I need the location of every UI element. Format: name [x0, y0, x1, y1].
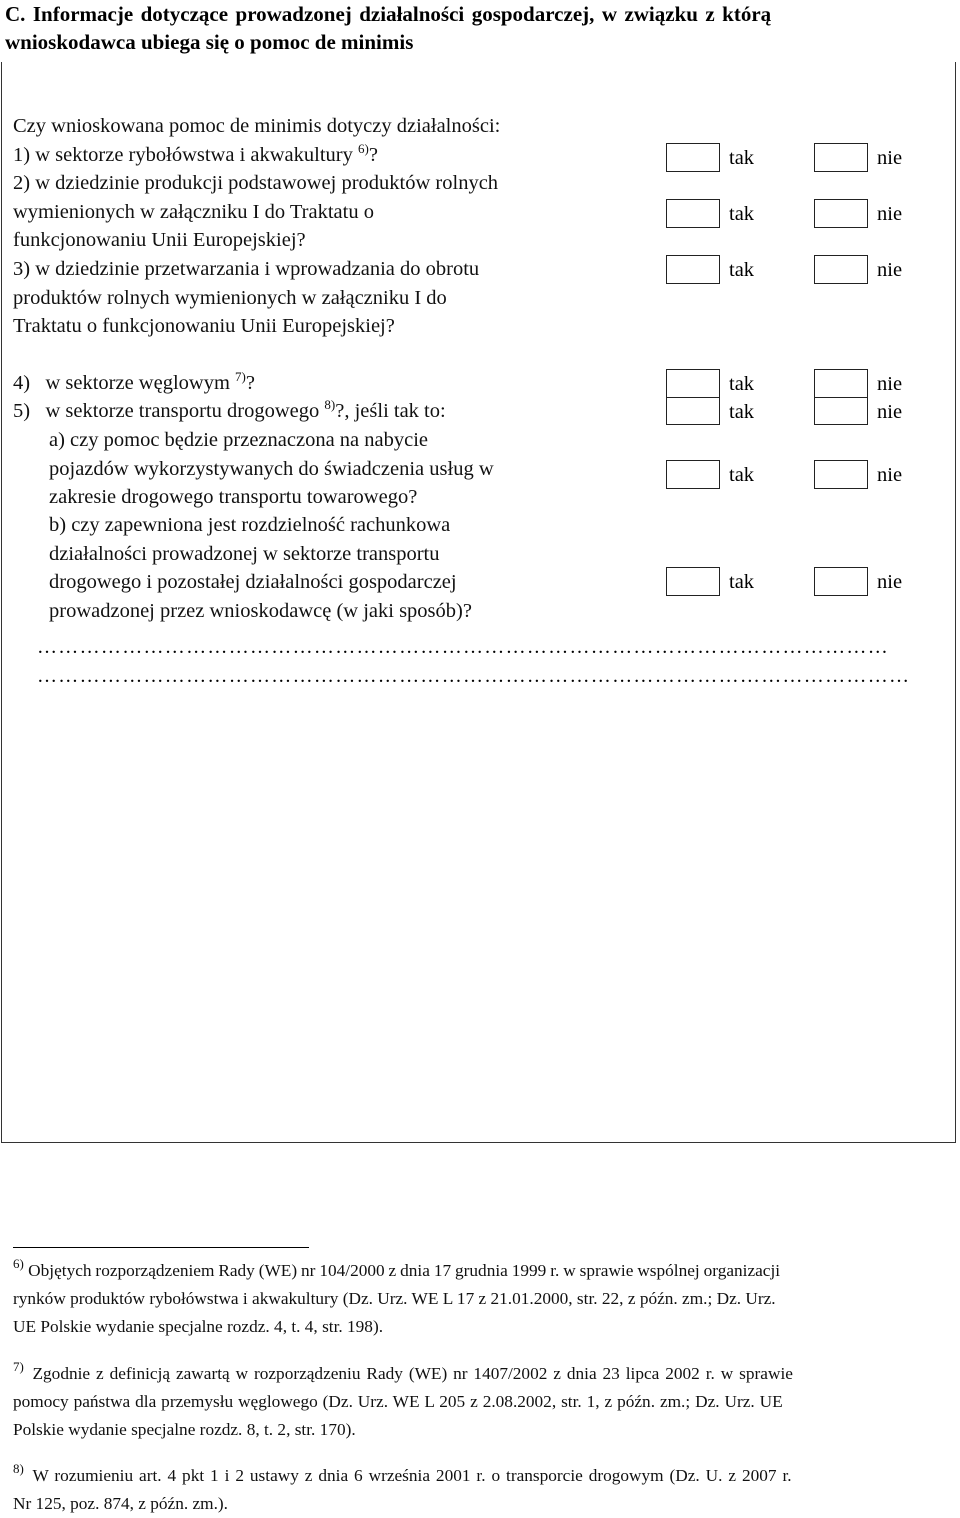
q2-no-checkbox[interactable]: [814, 199, 868, 228]
q5-no-label: nie: [877, 401, 903, 423]
question-3-line: produktów rolnych wymienionych w załączniku I do: [13, 286, 447, 309]
footnote-7-line: pomocy państwa dla przemysłu węglowego (Dz. Urz. WE L 205 z 2.08.2002, str. 1, z późn. zm.; Dz. Urz. UE: [13, 1392, 783, 1411]
q5b-no-checkbox[interactable]: [814, 567, 868, 596]
footnote-6: [13, 1257, 780, 1341]
question-3-line: 3) w dziedzinie przetwarzania i wprowadzania do obrotu: [13, 258, 480, 280]
footnote-7: [13, 1360, 793, 1444]
q5a-yes-checkbox[interactable]: [666, 460, 720, 489]
question-4: [13, 369, 255, 398]
question-5b: [49, 511, 472, 625]
q4-yes-checkbox[interactable]: [666, 369, 720, 398]
section-heading-line1: C. Informacje dotyczące prowadzonej działalności gospodarczej, w związku z którą: [5, 2, 772, 26]
question-5: [13, 397, 446, 426]
q5a-no-checkbox[interactable]: [814, 460, 868, 489]
answer-dotted-line[interactable]: ……………………………………………………………………………………………………………: [37, 665, 911, 687]
footnote-6-mark: 6): [13, 1256, 24, 1271]
q5a-no-label: nie: [877, 464, 903, 486]
footnote-7-line: Polskie wydanie specjalne rozdz. 8, t. 2, str. 170).: [13, 1420, 356, 1439]
footnote-8-line: W rozumieniu art. 4 pkt 1 i 2 ustawy z dnia 6 września 2001 r. o transporcie drogowym (Dz. U. z 2007 r.: [32, 1466, 792, 1485]
footnote-separator: [13, 1247, 309, 1248]
q4-yes-label: tak: [729, 373, 755, 395]
q3-no-label: nie: [877, 259, 903, 281]
question-2-line: wymienionych w załączniku I do Traktatu o: [13, 200, 374, 223]
question-1: [13, 141, 378, 170]
q5-no-checkbox[interactable]: [814, 397, 868, 425]
answer-dotted-line[interactable]: …………………………………………………………………………………………………………: [37, 636, 889, 658]
question-3: [13, 255, 479, 341]
question-5b-line: prowadzonej przez wnioskodawcę (w jaki sposób)?: [49, 599, 472, 622]
q5a-yes-label: tak: [729, 464, 755, 486]
q5-yes-checkbox[interactable]: [666, 397, 720, 425]
footnote-7-line: Zgodnie z definicją zawartą w rozporządzeniu Rady (WE) nr 1407/2002 z dnia 23 lipca 2002 r. w sprawie: [32, 1364, 793, 1383]
q5b-yes-checkbox[interactable]: [666, 567, 720, 596]
question-2-line: 2) w dziedzinie produkcji podstawowej produktów rolnych: [13, 172, 499, 194]
footnote-8-mark: 8): [13, 1461, 24, 1476]
q5-yes-label: tak: [729, 401, 755, 423]
question-2: [13, 169, 498, 255]
question-1-footnote-ref: 6): [358, 141, 369, 156]
question-4-number: 4): [13, 372, 31, 394]
q5b-yes-label: tak: [729, 571, 755, 593]
q3-yes-checkbox[interactable]: [666, 255, 720, 284]
question-4-text: w sektorze węglowym: [45, 372, 230, 394]
section-heading-line2: wnioskodawca ubiega się o pomoc de minimis: [5, 30, 414, 54]
section-heading: [5, 0, 771, 56]
question-1-suffix: ?: [368, 144, 378, 166]
question-5a: [49, 426, 494, 512]
q4-no-checkbox[interactable]: [814, 369, 868, 398]
question-5b-line: b) czy zapewniona jest rozdzielność rachunkowa: [49, 514, 451, 536]
question-5b-line: drogowego i pozostałej działalności gospodarczej: [49, 571, 457, 593]
q1-yes-label: tak: [729, 147, 755, 169]
q1-yes-checkbox[interactable]: [666, 143, 720, 172]
question-1-text: 1) w sektorze rybołówstwa i akwakultury: [13, 144, 353, 166]
question-5b-line: działalności prowadzonej w sektorze transportu: [49, 542, 440, 565]
footnote-6-line: UE Polskie wydanie specjalne rozdz. 4, t. 4, str. 198).: [13, 1317, 384, 1336]
footnote-8-line: Nr 125, poz. 874, z późn. zm.).: [13, 1494, 229, 1513]
q1-no-label: nie: [877, 147, 903, 169]
question-5-number: 5): [13, 400, 31, 422]
q3-no-checkbox[interactable]: [814, 255, 868, 284]
q3-yes-label: tak: [729, 259, 755, 281]
question-5-text: w sektorze transportu drogowego: [45, 400, 320, 422]
question-4-footnote-ref: 7): [235, 369, 246, 384]
question-5-footnote-ref: 8): [324, 397, 336, 412]
q2-yes-label: tak: [729, 203, 755, 225]
q2-yes-checkbox[interactable]: [666, 199, 720, 228]
question-5a-line: a) czy pomoc będzie przeznaczona na nabycie: [49, 429, 429, 451]
question-2-line: funkcjonowaniu Unii Europejskiej?: [13, 229, 306, 251]
footnote-7-mark: 7): [13, 1359, 24, 1374]
q1-no-checkbox[interactable]: [814, 143, 868, 172]
question-3-line: Traktatu o funkcjonowaniu Unii Europejskiej?: [13, 315, 395, 337]
footnote-8: [13, 1462, 792, 1518]
footnote-6-line: Objętych rozporządzeniem Rady (WE) nr 104/2000 z dnia 17 grudnia 1999 r. w sprawie wspólnej organizacji: [28, 1261, 781, 1280]
question-5a-line: zakresie drogowego transportu towarowego?: [49, 486, 418, 508]
footnote-6-line: rynków produktów rybołówstwa i akwakultury (Dz. Urz. WE L 17 z 21.01.2000, str. 22, z późn. zm.; Dz. Urz.: [13, 1289, 776, 1308]
q2-no-label: nie: [877, 203, 903, 225]
question-5a-line: pojazdów wykorzystywanych do świadczenia usług w: [49, 457, 494, 480]
question-5-suffix: ?, jeśli tak to:: [335, 400, 446, 422]
question-4-suffix: ?: [245, 372, 255, 394]
questions-intro: Czy wnioskowana pomoc de minimis dotyczy działalności:: [13, 115, 501, 137]
q5b-no-label: nie: [877, 571, 903, 593]
q4-no-label: nie: [877, 373, 903, 395]
